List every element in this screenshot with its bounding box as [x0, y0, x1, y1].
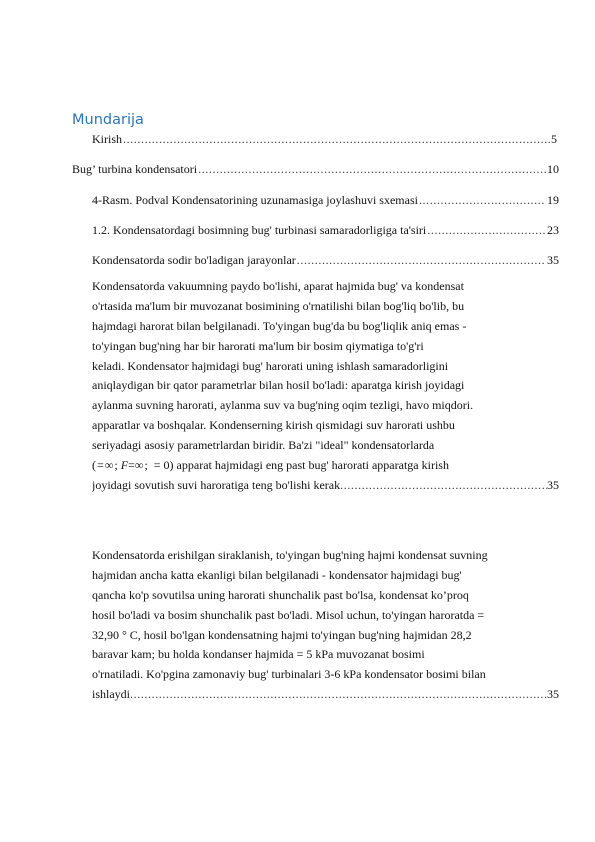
- toc-leader-dots: [198, 161, 546, 177]
- text-line: apparatlar va boshqalar. Kondenserning kirish qismidagi suv harorati ushbu: [92, 418, 455, 433]
- text-line: joyidagi sovutish suvi haroratiga teng bo'lishi kerak: [92, 477, 341, 492]
- toc-entry-4-rasm[interactable]: [92, 192, 559, 208]
- text-line: hosil bo'ladi va bosim shunchalik past bo'ladi. Misol uchun, to'yingan haroratda =: [92, 607, 485, 622]
- text-line: baravar kam; bu holda kondanser hajmida = 5 kPa muvozanat bosimi: [92, 647, 425, 662]
- formula-infinity: ∞: [134, 458, 144, 473]
- toc-page-number: 35: [547, 477, 559, 492]
- text-line: qancha ko'p sovutilsa uning harorati shunchalik past bo'lsa, kondensat ko’proq: [92, 587, 469, 602]
- formula-sep: ;: [144, 458, 148, 473]
- formula-line: [92, 456, 559, 476]
- formula-eq-zero: = 0): [153, 458, 174, 473]
- formula-symbol-f: F: [120, 458, 129, 473]
- formula-eq: =: [97, 458, 104, 473]
- toc-leader-dots: [297, 252, 546, 268]
- toc-entry-label: Bug’ turbina kondensatori: [72, 162, 198, 176]
- toc-page-number: 23: [547, 223, 559, 237]
- toc-leader-dots: [427, 222, 546, 238]
- toc-page-number: 19: [547, 193, 559, 207]
- text-line: hajmidan ancha katta ekanligi bilan belgilanadi - kondensator hajmidagi bug': [92, 567, 462, 582]
- toc-entry-label: Kirish: [92, 132, 122, 146]
- text-line: o'rtasida ma'lum bir muvozanat bosimining o'rnatilishi bilan bog'liq bo'lib, bu: [92, 298, 465, 313]
- toc-entry-label: Kondensatorda sodir bo'ladigan jarayonlar: [92, 253, 296, 267]
- toc-entry-1-2[interactable]: [92, 222, 559, 238]
- formula-rest: apparat hajmidagi eng past bug' harorati apparatga kirish: [173, 458, 449, 473]
- text-line: aniqlaydigan bir qator parametrlar bilan hosil bo'ladi: aparatga kirish joyidagi: [92, 378, 465, 393]
- toc-leader-dots: [419, 192, 546, 208]
- formula-infinity: ∞: [104, 458, 114, 473]
- text-line: Kondensatorda vakuumning paydo bo'lishi, aparat hajmida bug' va kondensat: [92, 279, 464, 293]
- formula-open: (: [92, 458, 96, 473]
- text-line: seriyadagi asosiy parametrlardan biridir. Ba'zi "ideal" kondensatorlarda: [92, 438, 435, 453]
- toc-page-number: 35: [547, 687, 559, 702]
- toc-entry-bug-turbina[interactable]: [72, 161, 559, 177]
- text-line: ishlaydi: [92, 687, 130, 702]
- text-line: keladi. Kondensator hajmidagi bug' harorati uning ishlash samaradorligini: [92, 358, 449, 373]
- text-line: aylanma suvning harorati, aylanma suv va bug'ning oqim tezligi, havo miqdori.: [92, 398, 474, 413]
- formula-sep: ;: [114, 458, 118, 473]
- text-line: to'yingan bug'ning har bir harorati ma'lum bir bosim qiymatiga to'g'ri: [92, 338, 424, 353]
- toc-leader-dots: [130, 685, 547, 705]
- toc-page-number: 10: [547, 162, 559, 176]
- text-line: 32,90 ° C, hosil bo'lgan kondensatning hajmi to'yingan bug'ning hajmidan 28,2: [92, 627, 472, 642]
- toc-heading: Mundarija: [72, 112, 144, 128]
- toc-entry-vakuum-paragraph[interactable]: [92, 277, 559, 496]
- formula-eq: =: [128, 458, 135, 473]
- text-line: o'rnatiladi. Ko'pgina zamonaviy bug' turbinalari 3-6 kPa kondensator bosimi bilan: [92, 667, 486, 682]
- toc-entry-jarayonlar[interactable]: [92, 252, 559, 268]
- toc-page-number: 35: [547, 253, 559, 267]
- text-line: Kondensatorda erishilgan siraklanish, to'yingan bug'ning hajmi kondensat suvning: [92, 548, 488, 562]
- toc-entry-label: 4-Rasm. Podval Kondensatorining uzunamasiga joylashuvi sxemasi: [92, 193, 418, 207]
- toc-entry-siraklanish-paragraph[interactable]: [92, 546, 559, 705]
- toc-entry-label: 1.2. Kondensatordagi bosimning bug' turbinasi samaradorligiga ta'siri: [92, 223, 427, 237]
- toc-page-number: 5: [551, 132, 557, 146]
- toc-leader-dots: [340, 476, 547, 496]
- toc-leader-dots: [123, 131, 550, 147]
- text-line-last: [92, 685, 559, 705]
- toc-entry-kirish[interactable]: [92, 131, 557, 147]
- text-line-last: [92, 476, 559, 496]
- text-line: hajmdagi harorat bilan belgilanadi. To'yingan bug'da bu bog'liqlik aniq emas -: [92, 318, 467, 333]
